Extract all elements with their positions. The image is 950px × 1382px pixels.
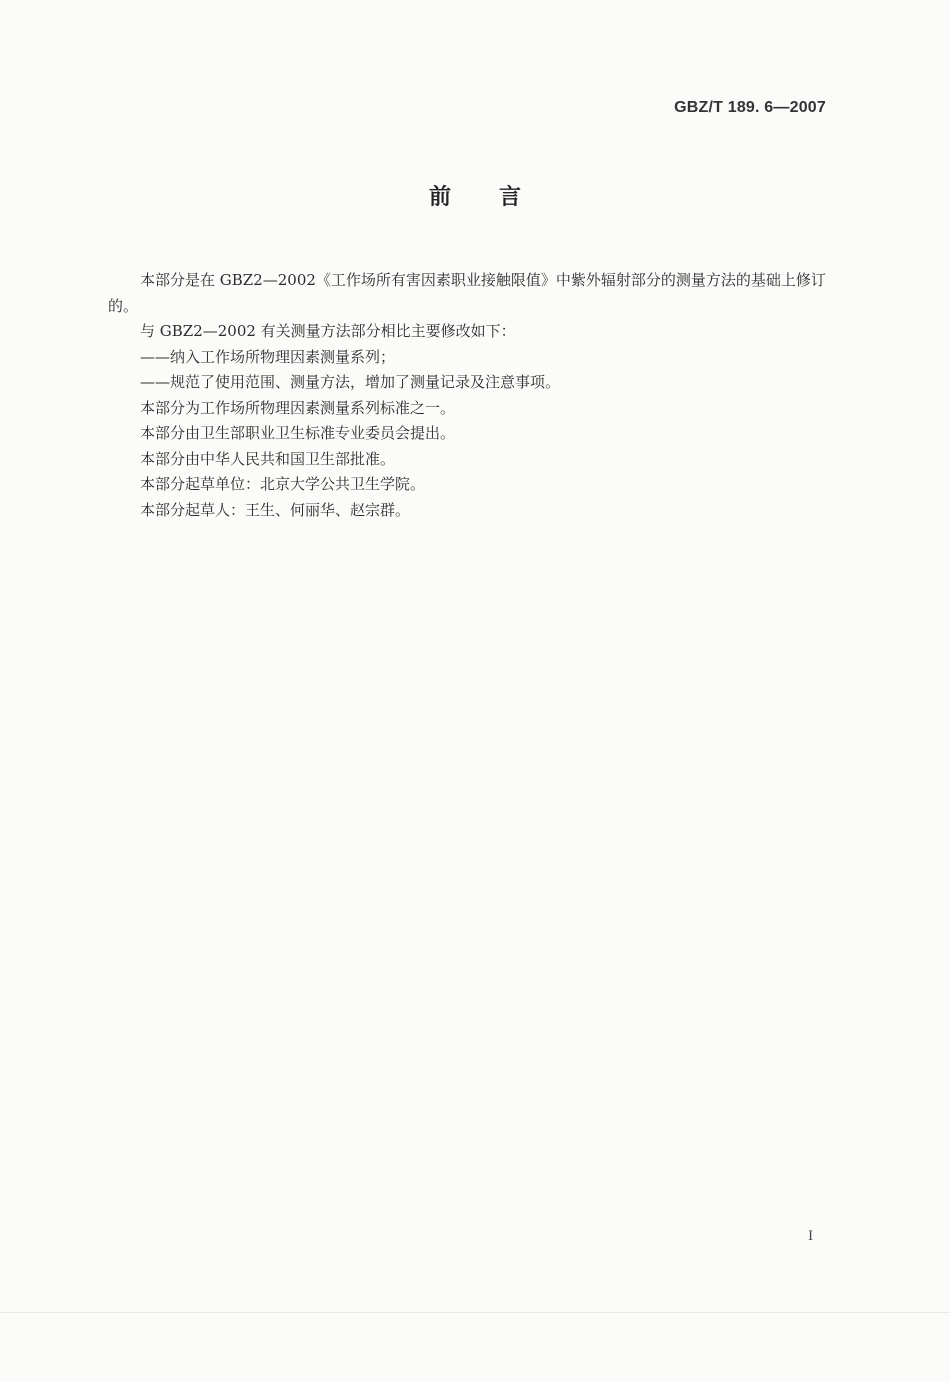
- paragraph: 与 GBZ2—2002 有关测量方法部分相比主要修改如下：: [140, 322, 516, 340]
- preface-body: [108, 268, 828, 523]
- paragraph: 本部分起草单位：北京大学公共卫生学院。: [140, 475, 426, 493]
- paragraph: 本部分由中华人民共和国卫生部批准。: [140, 449, 396, 468]
- scan-edge-divider: [0, 1312, 950, 1313]
- page-number: I: [808, 1229, 814, 1244]
- paragraph: 本部分为工作场所物理因素测量系列标准之一。: [140, 398, 456, 417]
- paragraph: 本部分由卫生部职业卫生标准专业委员会提出。: [140, 424, 456, 442]
- list-item: ——规范了使用范围、测量方法，增加了测量记录及注意事项。: [140, 373, 561, 391]
- paragraph: 本部分是在 GBZ2—2002《工作场所有害因素职业接触限值》中紫外辐射部分的测量方法的基础上修订的。: [108, 271, 826, 315]
- page-title: 前言: [428, 185, 569, 210]
- paragraph: 本部分起草人：王生、何丽华、赵宗群。: [140, 500, 411, 519]
- standard-number: GBZ/T 189. 6—2007: [674, 99, 826, 116]
- list-item: ——纳入工作场所物理因素测量系列；: [140, 347, 396, 366]
